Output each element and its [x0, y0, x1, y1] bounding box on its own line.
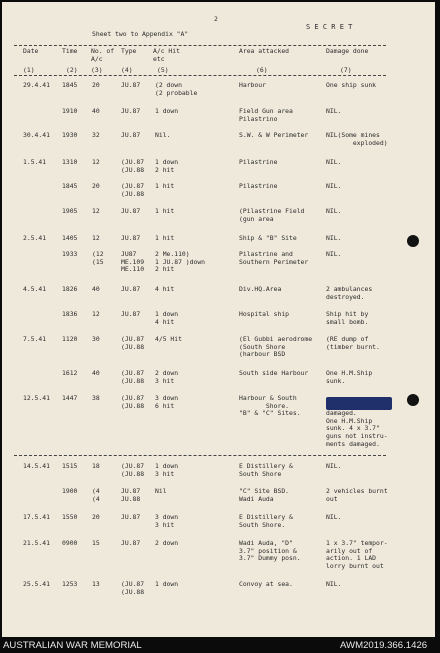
cell-type-18: (JU.87 (JU.88	[121, 580, 145, 596]
cell-date-4: 1.5.41	[23, 158, 47, 166]
cell-area-16: E Distillery & South Shore.	[239, 513, 293, 529]
footer-credit: AUSTRALIAN WAR MEMORIAL	[3, 640, 142, 651]
cell-area-8: Pilastrine and Southern Perimeter	[239, 250, 309, 266]
cell-hit-16: 3 down 3 hit	[155, 513, 179, 529]
cell-type-17: JU.87	[121, 539, 141, 547]
cell-no-9: 40	[92, 285, 100, 293]
cell-type-16: JU.87	[121, 513, 141, 521]
page-number: 2	[214, 15, 218, 23]
cell-no-12: 40	[92, 369, 100, 377]
cell-type-13: (JU.87 (JU.88	[121, 394, 145, 410]
cell-hit-5: 1 hit	[155, 182, 175, 190]
col-area-num: (6)	[256, 66, 268, 74]
cell-hit-1: (2 down (2 probable	[155, 81, 198, 97]
cell-time-9: 1826	[62, 285, 78, 293]
cell-time-5: 1845	[62, 182, 78, 190]
cell-time-7: 1405	[62, 234, 78, 242]
cell-hit-13: 3 down 6 hit	[155, 394, 179, 410]
cell-area-11: (El Gubbi aerodrome (South Shore (harbour BSD	[239, 335, 313, 359]
cell-damage-17: 1 x 3.7" tempor- arily out of action. 1 LAD lorry burnt out	[326, 539, 388, 570]
cell-hit-3: Nil.	[155, 131, 171, 139]
cell-time-11: 1120	[62, 335, 78, 343]
punch-hole-lower	[407, 394, 419, 406]
col-hit-num: (5)	[157, 66, 169, 74]
cell-hit-4: 1 down 2 hit	[155, 158, 179, 174]
cell-type-5: (JU.87 (JU.88	[121, 182, 145, 198]
cell-time-1: 1845	[62, 81, 78, 89]
cell-damage-3: NIL(Some mines exploded)	[326, 131, 388, 147]
cell-damage-8: NIL.	[326, 250, 342, 258]
cell-damage-18: NIL.	[326, 580, 342, 588]
col-damage-num: (7)	[340, 66, 352, 74]
cell-time-4: 1310	[62, 158, 78, 166]
cell-damage-7: NIL.	[326, 234, 342, 242]
cell-time-17: 0900	[62, 539, 78, 547]
cell-area-15: "C" Site BSD. Wadi Auda	[239, 487, 290, 503]
cell-date-11: 7.5.41	[23, 335, 47, 343]
cell-type-14: (JU.87 (JU.88	[121, 462, 145, 478]
col-area-label: Area attacked	[239, 47, 290, 55]
cell-area-12: South side Harbour	[239, 369, 309, 377]
cell-type-10: JU.87	[121, 310, 141, 318]
cell-date-14: 14.5.41	[23, 462, 50, 470]
cell-no-6: 12	[92, 207, 100, 215]
cell-area-7: Ship & "B" Site	[239, 234, 297, 242]
cell-damage-2: NIL.	[326, 107, 342, 115]
cell-date-16: 17.5.41	[23, 513, 50, 521]
cell-area-14: E Distillery & South Shore	[239, 462, 293, 478]
cell-area-3: S.W. & W Perimeter	[239, 131, 309, 139]
cell-type-2: JU.87	[121, 107, 141, 115]
cell-date-9: 4.5.41	[23, 285, 47, 293]
cell-no-16: 20	[92, 513, 100, 521]
cell-damage-1: One ship sunk	[326, 81, 377, 89]
col-time-num: (2)	[66, 66, 78, 74]
cell-area-17: Wadi Auda, "D" 3.7" position & 3.7" Dummy posn.	[239, 539, 301, 563]
cell-damage-4: NIL.	[326, 158, 342, 166]
header-rule	[14, 75, 386, 76]
cell-no-15: (4 (4	[92, 487, 100, 503]
cell-damage-13: damaged. One H.M.Ship sunk. 4 x 3.7" guns not instru- ments damaged.	[326, 409, 388, 448]
cell-date-13: 12.5.41	[23, 394, 50, 402]
cell-type-12: (JU.87 (JU.88	[121, 369, 145, 385]
cell-no-11: 30	[92, 335, 100, 343]
cell-time-8: 1933	[62, 250, 78, 258]
cell-no-5: 20	[92, 182, 100, 190]
cell-hit-7: 1 hit	[155, 234, 175, 242]
cell-hit-6: 1 hit	[155, 207, 175, 215]
cell-damage-11: (RE dump of (timber burnt.	[326, 335, 380, 351]
cell-area-1: Harbour	[239, 81, 266, 89]
cell-type-15: JU.87 JU.88	[121, 487, 141, 503]
col-type-label: Type	[121, 47, 137, 55]
cell-no-4: 12	[92, 158, 100, 166]
cell-area-13: Harbour & South Shore. "B" & "C" Sites.	[239, 394, 301, 418]
cell-time-2: 1910	[62, 107, 78, 115]
cell-time-12: 1612	[62, 369, 78, 377]
top-rule	[14, 45, 386, 46]
cell-time-18: 1253	[62, 580, 78, 588]
cell-hit-17: 2 down	[155, 539, 179, 547]
cell-damage-14: NIL.	[326, 462, 342, 470]
punch-hole-upper	[407, 235, 419, 247]
cell-no-13: 38	[92, 394, 100, 402]
cell-area-18: Convoy at sea.	[239, 580, 293, 588]
cell-damage-16: NIL.	[326, 513, 342, 521]
cell-hit-2: 1 down	[155, 107, 179, 115]
cell-no-3: 32	[92, 131, 100, 139]
cell-hit-18: 1 down	[155, 580, 179, 588]
cell-no-1: 20	[92, 81, 100, 89]
cell-type-9: JU.87	[121, 285, 141, 293]
cell-damage-5: NIL.	[326, 182, 342, 190]
cell-time-16: 1550	[62, 513, 78, 521]
cell-type-1: JU.87	[121, 81, 141, 89]
cell-area-6: (Pilastrine Field (gun area	[239, 207, 305, 223]
cell-date-7: 2.5.41	[23, 234, 47, 242]
cell-date-1: 29.4.41	[23, 81, 50, 89]
bottom-rule	[14, 455, 386, 456]
cell-type-11: (JU.87 (JU.88	[121, 335, 145, 351]
cell-time-6: 1905	[62, 207, 78, 215]
cell-no-7: 12	[92, 234, 100, 242]
cell-damage-9: 2 ambulances destroyed.	[326, 285, 373, 301]
cell-hit-12: 2 down 3 hit	[155, 369, 179, 385]
cell-type-6: JU.87	[121, 207, 141, 215]
cell-hit-15: Nil	[155, 487, 167, 495]
cell-date-3: 30.4.41	[23, 131, 50, 139]
cell-hit-10: 1 down 4 hit	[155, 310, 179, 326]
cell-date-17: 21.5.41	[23, 539, 50, 547]
cell-time-13: 1447	[62, 394, 78, 402]
cell-type-3: JU.87	[121, 131, 141, 139]
cell-no-18: 13	[92, 580, 100, 588]
cell-area-4: Pilastrine	[239, 158, 278, 166]
cell-hit-11: 4/5 Hit	[155, 335, 182, 343]
cell-time-3: 1930	[62, 131, 78, 139]
cell-damage-15: 2 vehicles burnt out	[326, 487, 388, 503]
col-date-num: (1)	[23, 66, 35, 74]
sheet-title: Sheet two to Appendix "A"	[92, 30, 189, 38]
cell-damage-10: Ship hit by small bomb.	[326, 310, 369, 326]
cell-no-14: 18	[92, 462, 100, 470]
cell-hit-14: 1 down 3 hit	[155, 462, 179, 478]
cell-type-8: JU87 ME.109 ME.110	[121, 250, 145, 274]
cell-hit-8: 2 Me.110) 1 JU.87 )down 2 hit	[155, 250, 206, 274]
cell-no-2: 40	[92, 107, 100, 115]
cell-area-10: Hospital ship	[239, 310, 290, 318]
secret-marking: S E C R E T	[306, 23, 353, 31]
cell-no-10: 12	[92, 310, 100, 318]
col-hit-label: A/c Hit etc	[153, 47, 180, 63]
col-date-label: Date	[23, 47, 39, 55]
cell-date-18: 25.5.41	[23, 580, 50, 588]
cell-damage-12: One H.M.Ship sunk.	[326, 369, 373, 385]
cell-no-17: 15	[92, 539, 100, 547]
cell-type-4: (JU.87 (JU.88	[121, 158, 145, 174]
cell-area-5: Pilastrine	[239, 182, 278, 190]
cell-no-8: (12 (15	[92, 250, 104, 266]
cell-type-7: JU.87	[121, 234, 141, 242]
cell-time-10: 1836	[62, 310, 78, 318]
footer-id: AWM2019.366.1426	[340, 640, 428, 651]
cell-area-9: Div.HQ.Area	[239, 285, 282, 293]
cell-hit-9: 4 hit	[155, 285, 175, 293]
cell-damage-6: NIL.	[326, 207, 342, 215]
col-damage-label: Damage done	[326, 47, 369, 55]
col-number-label: No. of A/c	[91, 47, 115, 63]
col-number-num: (3)	[91, 66, 103, 74]
cell-time-15: 1900	[62, 487, 78, 495]
col-time-label: Time	[62, 47, 78, 55]
cell-area-2: Field Gun area Pilastrino	[239, 107, 293, 123]
col-type-num: (4)	[121, 66, 133, 74]
cell-time-14: 1515	[62, 462, 78, 470]
